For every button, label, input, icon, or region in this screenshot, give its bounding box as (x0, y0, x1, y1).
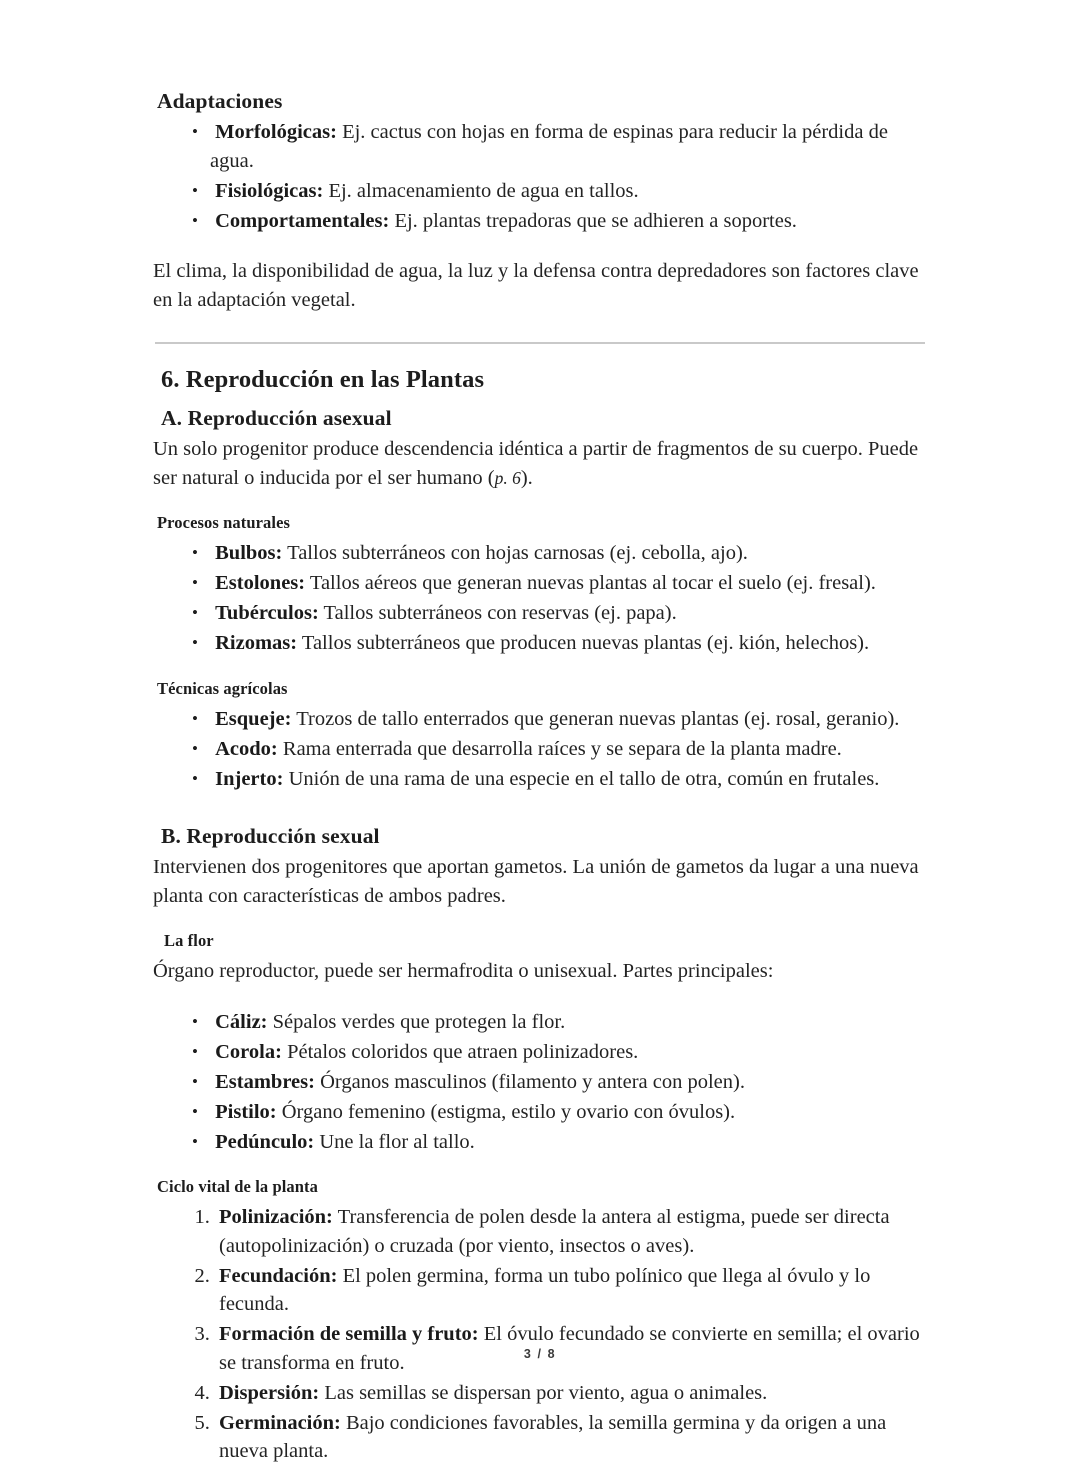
list-item (208, 705, 925, 734)
heading-seccion-6: 6. Reproducción en las Plantas (161, 366, 485, 393)
list-item-term: Esqueje: (215, 707, 292, 730)
heading-ciclo-vital: Ciclo vital de la planta (157, 1177, 318, 1196)
list-item (215, 1379, 925, 1408)
list-item-term: Germinación: (219, 1411, 341, 1434)
page-number-footer: 3 / 8 (523, 1347, 557, 1361)
list-item-term: Fisiológicas: (215, 179, 324, 202)
list-item-text: Ej. cactus con hojas en forma de espinas para reducir la pérdida de agua. (210, 121, 888, 172)
paragraph-flor-intro: Órgano reproductor, puede ser hermafrodita o unisexual. Partes principales: (153, 960, 774, 982)
paragraph-asexual-intro (153, 435, 923, 492)
tecnicas-agricolas-list (153, 705, 925, 794)
list-item-text: Las semillas se dispersan por viento, agua o animales. (319, 1381, 768, 1404)
list-item-term: Morfológicas: (215, 121, 337, 143)
list-item (208, 207, 925, 236)
list-item (208, 735, 925, 764)
list-item-text: Órganos masculinos (filamento y antera con polen). (314, 1070, 745, 1093)
list-item-term: Estolones: (215, 572, 306, 594)
list-item-text: Tallos subterráneos con reservas (ej. papa). (318, 602, 677, 624)
list-item (208, 569, 925, 598)
paragraph-text-part1: Un solo progenitor produce descendencia idéntica a partir de fragmentos de su cuerpo. Puede ser natural o inducida por el ser humano ( (153, 438, 919, 489)
procesos-naturales-list (153, 539, 925, 658)
list-item-term: Estambres: (215, 1070, 315, 1093)
list-item-text: Une la flor al tallo. (314, 1130, 475, 1153)
list-item-text: El polen germina, forma un tubo polínico que llega al óvulo y lo fecunda. (219, 1264, 871, 1315)
page-reference: p. 6 (494, 467, 521, 488)
list-item-text: Ej. plantas trepadoras que se adhieren a soportes. (389, 209, 797, 232)
list-item (208, 1098, 925, 1127)
partes-flor-list (153, 1008, 925, 1157)
list-item-term: Polinización: (219, 1206, 333, 1228)
list-item-text: Unión de una rama de una especie en el tallo de otra, común en frutales. (283, 767, 880, 790)
list-item (208, 1128, 925, 1157)
list-item (208, 118, 925, 175)
list-item (208, 599, 925, 628)
list-item-term: Formación de semilla y fruto: (219, 1323, 479, 1345)
heading-la-flor: La flor (164, 931, 214, 950)
list-item-text: Órgano femenino (estigma, estilo y ovario con óvulos). (276, 1100, 736, 1123)
list-item (215, 1262, 925, 1319)
list-item-text: Pétalos coloridos que atraen polinizadores. (281, 1040, 639, 1063)
list-item-text: Transferencia de polen desde la antera al estigma, puede ser directa (autopolinización) o cruzada (por viento, insectos o aves). (219, 1206, 890, 1257)
paragraph-adaptacion-factores: El clima, la disponibilidad de agua, la luz y la defensa contra depredadores son factores clave en la adaptación vegetal. (153, 260, 919, 311)
list-item-term: Corola: (215, 1040, 282, 1063)
list-item-term: Tubérculos: (215, 602, 319, 624)
heading-procesos-naturales: Procesos naturales (157, 513, 291, 532)
section-divider (155, 342, 925, 344)
list-item-term: Injerto: (215, 767, 284, 790)
list-item (208, 1008, 925, 1037)
list-item (208, 1038, 925, 1067)
list-item-term: Fecundación: (219, 1264, 338, 1287)
list-item-term: Pedúnculo: (215, 1130, 315, 1153)
list-item-text: Tallos subterráneos con hojas carnosas (ej. cebolla, ajo). (282, 542, 748, 564)
list-item-text: Trozos de tallo enterrados que generan nuevas plantas (ej. rosal, geranio). (291, 707, 900, 730)
list-item-term: Dispersión: (219, 1381, 320, 1404)
heading-reproduccion-sexual: B. Reproducción sexual (161, 824, 380, 848)
list-item (208, 765, 925, 794)
heading-reproduccion-asexual: A. Reproducción asexual (161, 406, 392, 430)
list-item-text: Tallos aéreos que generan nuevas plantas al tocar el suelo (ej. fresal). (305, 572, 876, 594)
list-item-term: Cáliz: (215, 1010, 268, 1033)
list-item-term: Acodo: (215, 737, 278, 760)
list-item (208, 177, 925, 206)
paragraph-text-part2: ). (520, 466, 533, 489)
list-item-text: Rama enterrada que desarrolla raíces y se separa de la planta madre. (277, 737, 842, 760)
heading-tecnicas-agricolas: Técnicas agrícolas (157, 678, 288, 698)
list-item-term: Pistilo: (215, 1100, 277, 1123)
heading-adaptaciones: Adaptaciones (157, 89, 283, 113)
list-item-text: Ej. almacenamiento de agua en tallos. (323, 179, 639, 202)
list-item-text: Sépalos verdes que protegen la flor. (267, 1010, 566, 1033)
list-item-text: El óvulo fecundado se convierte en semilla; el ovario se transforma en fruto. (219, 1323, 920, 1374)
list-item (215, 1203, 925, 1260)
list-item-text: Bajo condiciones favorables, la semilla germina y da origen a una nueva planta. (219, 1411, 887, 1462)
list-item-term: Comportamentales: (215, 209, 390, 232)
list-item (208, 539, 925, 568)
list-item-term: Rizomas: (215, 632, 298, 654)
list-item (215, 1409, 925, 1466)
list-item-term: Bulbos: (215, 542, 283, 564)
ciclo-vital-list (153, 1203, 925, 1466)
list-item (208, 629, 925, 658)
paragraph-sexual-intro: Intervienen dos progenitores que aportan gametos. La unión de gametos da lugar a una nueva planta con características de ambos padres. (153, 856, 919, 907)
list-item-text: Tallos subterráneos que producen nuevas plantas (ej. kión, helechos). (297, 632, 870, 654)
list-item (208, 1068, 925, 1097)
adaptaciones-list (153, 118, 925, 235)
